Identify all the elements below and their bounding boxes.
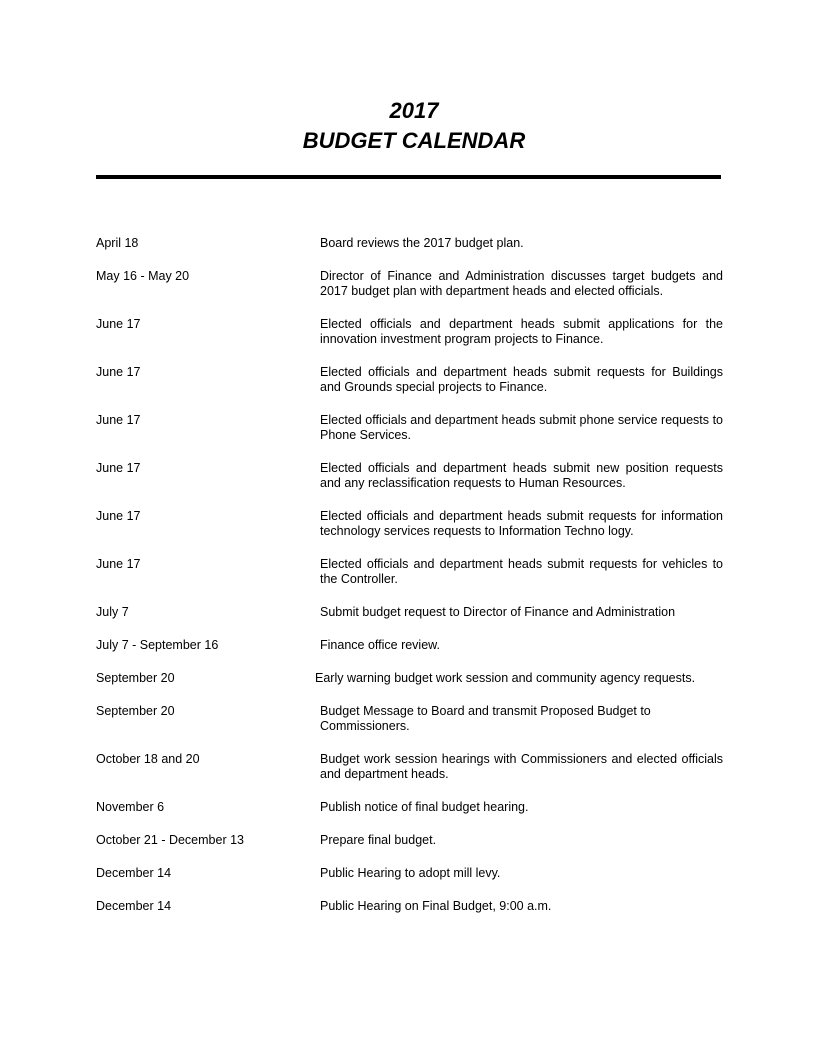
- title-divider: [96, 175, 721, 179]
- calendar-entry: [96, 557, 723, 587]
- entry-description: Elected officials and department heads submit new position requests and any reclassification requests to Human Resources.: [320, 461, 723, 490]
- entry-description: Budget Message to Board and transmit Proposed Budget to Commissioners.: [320, 704, 651, 733]
- calendar-entries: [96, 236, 723, 932]
- calendar-entry: [96, 413, 723, 443]
- entry-description: Elected officials and department heads submit applications for the innovation investment program projects to Finance.: [320, 317, 723, 346]
- entry-date: June 17: [96, 317, 141, 331]
- entry-description: Publish notice of final budget hearing.: [320, 800, 529, 814]
- entry-description: Elected officials and department heads submit phone service requests to Phone Services.: [320, 413, 723, 442]
- entry-date: June 17: [96, 509, 141, 523]
- entry-date: May 16 - May 20: [96, 269, 190, 283]
- calendar-entry: [96, 461, 723, 491]
- calendar-entry: [96, 509, 723, 539]
- entry-description: Public Hearing on Final Budget, 9:00 a.m.: [320, 899, 552, 913]
- entry-date: July 7: [96, 605, 129, 619]
- entry-date: June 17: [96, 413, 141, 427]
- title-block: [0, 96, 816, 156]
- title-year: 2017: [389, 98, 439, 123]
- entry-description: Elected officials and department heads submit requests for Buildings and Grounds special projects to Finance.: [320, 365, 723, 394]
- entry-date: October 18 and 20: [96, 752, 200, 766]
- calendar-entry: [96, 317, 723, 347]
- entry-date: October 21 - December 13: [96, 833, 244, 847]
- calendar-entry: [96, 605, 723, 620]
- page-title: BUDGET CALENDAR: [302, 128, 526, 153]
- entry-description: Public Hearing to adopt mill levy.: [320, 866, 501, 880]
- entry-description: Submit budget request to Director of Finance and Administration: [320, 605, 676, 619]
- calendar-entry: [96, 236, 723, 251]
- entry-description: Elected officials and department heads submit requests for information technology services requests to Information Techno logy.: [320, 509, 723, 538]
- calendar-entry: [96, 671, 723, 686]
- entry-date: July 7 - September 16: [96, 638, 219, 652]
- calendar-entry: [96, 638, 723, 653]
- entry-date: June 17: [96, 365, 141, 379]
- entry-description: Budget work session hearings with Commissioners and elected officials and department heads.: [320, 752, 723, 781]
- calendar-entry: [96, 899, 723, 914]
- entry-description: Finance office review.: [320, 638, 440, 652]
- entry-date: June 17: [96, 557, 141, 571]
- calendar-entry: [96, 866, 723, 881]
- entry-date: November 6: [96, 800, 165, 814]
- entry-date: December 14: [96, 899, 172, 913]
- entry-description: Early warning budget work session and community agency requests.: [315, 671, 696, 685]
- entry-date: June 17: [96, 461, 141, 475]
- entry-description: Elected officials and department heads submit requests for vehicles to the Controller.: [320, 557, 723, 586]
- calendar-entry: [96, 365, 723, 395]
- calendar-entry: [96, 752, 723, 782]
- calendar-entry: [96, 704, 723, 734]
- calendar-entry: [96, 833, 723, 848]
- entry-description: Director of Finance and Administration discusses target budgets and 2017 budget plan with department heads and elected officials.: [320, 269, 723, 298]
- calendar-entry: [96, 269, 723, 299]
- entry-date: April 18: [96, 236, 139, 250]
- entry-date: December 14: [96, 866, 172, 880]
- entry-description: Board reviews the 2017 budget plan.: [320, 236, 524, 250]
- entry-date: September 20: [96, 671, 175, 685]
- entry-description: Prepare final budget.: [320, 833, 437, 847]
- entry-date: September 20: [96, 704, 175, 718]
- calendar-entry: [96, 800, 723, 815]
